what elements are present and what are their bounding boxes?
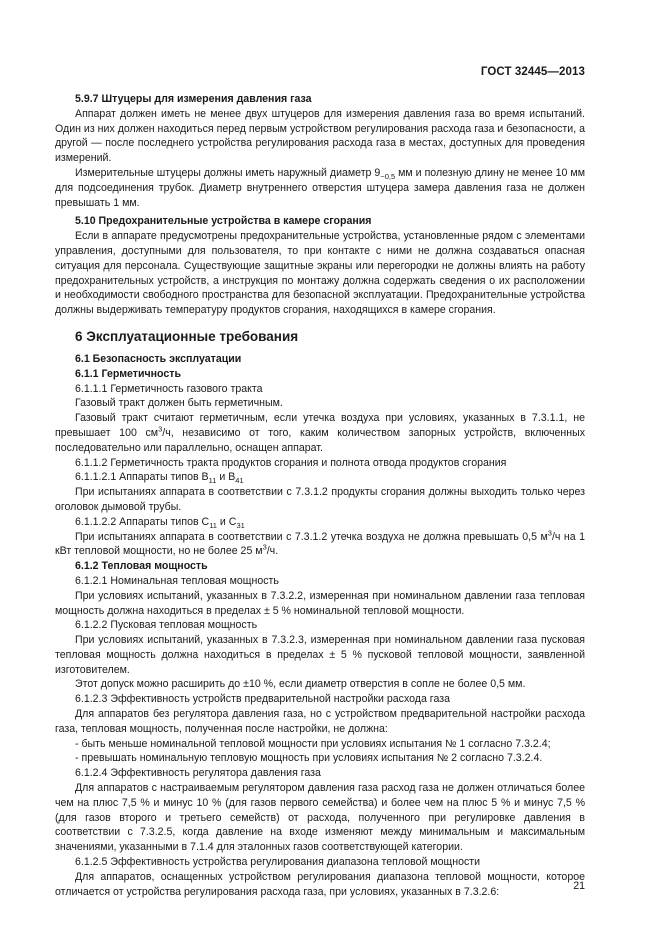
heading-5-9-7: 5.9.7 Штуцеры для измерения давления газа bbox=[75, 93, 312, 105]
document-number: ГОСТ 32445—2013 bbox=[480, 66, 585, 78]
paragraph: Этот допуск можно расширить до ±10 %, если диаметр отверстия в сопле не более 0,5 мм. bbox=[75, 678, 526, 691]
heading-6-1: 6.1 Безопасность эксплуатации bbox=[75, 352, 242, 365]
heading-6-1-2: 6.1.2 Тепловая мощность bbox=[75, 560, 208, 573]
heading-6-1-2-1: 6.1.2.1 Номинальная тепловая мощность bbox=[75, 574, 279, 587]
paragraph: При испытаниях аппарата в соответствии с 7.3.1.2 продукты сгорания должны выходить только через оголовок дымовой трубы. bbox=[55, 486, 585, 513]
paragraph: При условиях испытаний, указанных в 7.3.2.2, измеренная при номинальном давлении газа тепловая мощность должна находиться в пределах ± 5 % номинальной тепловой мощности. bbox=[55, 589, 585, 617]
list-item: - превышать номинальную тепловую мощность при условиях испытания № 2 согласно 7.3.2.4. bbox=[75, 752, 543, 765]
heading-6-1-1-1: 6.1.1.1 Герметичность газового тракта bbox=[75, 382, 263, 395]
paragraph: Измерительные штуцеры должны иметь наружный диаметр $9_{-0,5}$ мм и полезную длину не менее 10 мм для подсоединения трубок. Диаметр внутреннего отверстия штуцера замера давления газа не должен превышать 1 мм. bbox=[55, 166, 585, 209]
paragraph: Если в аппарате предусмотрены предохранительные устройства, установленные рядом с элементами управления, доступными для пользователя, то при контакте с ними не должна создаваться опасная ситуация для персонала. Существующие защитные экраны или перегородки не должны влиять на работу предохранительных устройств, а инструкция по монтажу должна содержать сведения о их расположении и необходимости свободного пространства для безопасной эксплуатации. Предохранительные устройства должны выдерживать температуру продуктов сгорания, находящихся в камере сгорания. bbox=[55, 230, 585, 317]
paragraph: Для аппаратов с настраиваемым регулятором давления газа расход газа не должен отличаться более чем на плюс 7,5 % и минус 10 % (для газов первого семейства) и более чем на плюс 5 % и минус 7,5 % (для газов второго и третьего семейств) от расхода, полученного при регулировке давления в соответствии с 7.3.2.5, когда давление на входе изменяют между минимальным и максимальным значениями, указанными в 7.1.4 для эталонных газов соответствующей категории. bbox=[55, 782, 585, 854]
heading-6-1-2-3: 6.1.2.3 Эффективность устройств предварительной настройки расхода газа bbox=[75, 693, 450, 706]
paragraph: При испытаниях аппарата в соответствии с 7.3.1.2 утечка воздуха не должна превышать 0,5 $м^3/ч$ на 1 кВт тепловой мощности, но не более 25 $м^3/ч$. bbox=[55, 527, 586, 558]
heading-6-1-1-2-2: 6.1.1.2.2 Аппараты типов $C_{11}$ и $C_{31}$ bbox=[75, 515, 245, 530]
paragraph: Газовый тракт должен быть герметичным. bbox=[75, 397, 283, 410]
heading-6-1-1-2-1: 6.1.1.2.1 Аппараты типов $B_{11}$ и $B_{41}$ bbox=[75, 471, 244, 486]
paragraph: Для аппаратов без регулятора давления газа, но с устройством предварительной настройки расхода газа, тепловая мощность, полученная после настройки, не должна: bbox=[55, 708, 585, 735]
paragraph: При условиях испытаний, указанных в 7.3.2.3, измеренная при номинальном давлении газа пусковая тепловая мощность должна находиться в пределах ± 5 % пусковой тепловой мощности, заявленной изготовителем. bbox=[55, 634, 585, 676]
section-title-6: 6 Эксплуатационные требования bbox=[75, 328, 299, 344]
paragraph: Аппарат должен иметь не менее двух штуцеров для измерения давления газа во время испытаний. Один из них должен находиться перед первым устройством регулирования расхода газа и безопасности, а другой — после последнего устройства регулирования расхода газа в местах, доступных для проведения измерений. bbox=[55, 107, 585, 165]
heading-6-1-2-5: 6.1.2.5 Эффективность устройства регулирования диапазона тепловой мощности bbox=[75, 856, 481, 869]
document-body bbox=[55, 92, 585, 899]
heading-6-1-1: 6.1.1 Герметичность bbox=[75, 367, 181, 380]
heading-5-10: 5.10 Предохранительные устройства в камере сгорания bbox=[75, 215, 372, 228]
heading-6-1-1-2: 6.1.1.2 Герметичность тракта продуктов сгорания и полнота отвода продуктов сгорания bbox=[75, 456, 507, 469]
page-number: 21 bbox=[573, 880, 585, 892]
paragraph: Для аппаратов, оснащенных устройством регулирования диапазона тепловой мощности, которое отличается от устройства регулирования расхода газа, при условиях, указанных в 7.3.2.6: bbox=[55, 870, 585, 898]
list-item: - быть меньше номинальной тепловой мощности при условиях испытания № 1 согласно 7.3.2.4; bbox=[75, 737, 551, 750]
heading-6-1-2-2: 6.1.2.2 Пусковая тепловая мощность bbox=[75, 619, 258, 632]
heading-6-1-2-4: 6.1.2.4 Эффективность регулятора давления газа bbox=[75, 767, 321, 780]
paragraph: Газовый тракт считают герметичным, если утечка воздуха при условиях, указанных в 7.3.1.1, не превышает 100 $см^3/ч$, независимо от того, каким количеством запорных устройств, включенных последовательно или параллельно, оснащен аппарат. bbox=[55, 412, 585, 454]
